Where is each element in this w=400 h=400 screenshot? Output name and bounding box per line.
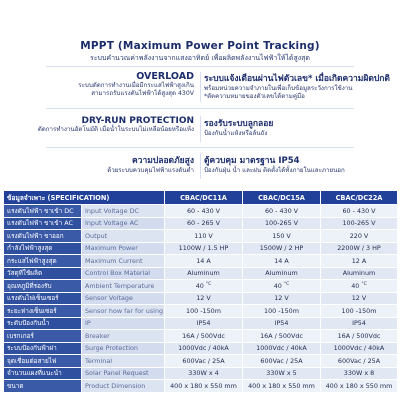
spec-value: 1000Vdc / 40kA — [243, 342, 321, 355]
spec-value: 1500W / 2 HP — [243, 242, 321, 255]
spec-value: 12 V — [165, 292, 243, 305]
spec-value: 1100W / 1.5 HP — [165, 242, 243, 255]
spec-thai-label: แรงดันไฟฟ้า ขาเข้า DC — [4, 205, 82, 218]
spec-value: 1000Vdc / 40kA — [165, 342, 243, 355]
spec-value: 100 -150m — [243, 305, 321, 318]
feature-title: DRY-RUN PROTECTION — [81, 116, 194, 126]
spec-value: 16A / 500Vdc — [321, 330, 398, 343]
temperature-value: 40 — [273, 281, 282, 290]
spec-value: 2200W / 3 HP — [321, 242, 398, 255]
spec-value: 60 - 430 V — [165, 205, 243, 218]
feature-title: ระบบแจ้งเตือนผ่านไฟตัวเลข* เมื่อเกิดความผิดปกติ — [204, 74, 390, 84]
table-row — [4, 230, 398, 243]
feature-line: พร้อมหน่วยความจำภายในเพื่อเก็บข้อมูลระวังการใช้งาน — [204, 85, 353, 92]
feature-line: ด้วยระบบควบคุมไฟฟ้าแรงดันต่ำ — [107, 167, 194, 174]
spec-value: 100 -150m — [321, 305, 398, 318]
feature-title: ตู้ควบคุม มาตรฐาน IP54 — [204, 156, 300, 166]
table-row — [4, 242, 398, 255]
spec-english-label: Breaker — [82, 330, 165, 343]
spec-thai-label: ระยะห่างเซ็นเซอร์ — [4, 305, 82, 318]
spec-value: 150 V — [243, 230, 321, 243]
divider — [200, 72, 201, 102]
spec-value: 60 - 430 V — [243, 205, 321, 218]
spec-thai-label: จำนวนแผงที่แนะนำ — [4, 367, 82, 380]
spec-value: 60 - 430 V — [321, 205, 398, 218]
spec-value: 16A / 500Vdc — [165, 330, 243, 343]
spec-value: 12 V — [321, 292, 398, 305]
spec-value: 600Vac / 25A — [165, 355, 243, 368]
spec-thai-label: กระแสไฟฟ้าสูงสุด — [4, 255, 82, 268]
feature-title: รองรับระบบลูกลอย — [204, 119, 274, 129]
spec-value: 1000Vdc / 40kA — [321, 342, 398, 355]
spec-thai-label: แรงดันไฟฟ้า ขาออก — [4, 230, 82, 243]
spec-english-label: Control Box Material — [82, 267, 165, 280]
spec-value: 12 A — [321, 255, 398, 268]
feature-overload — [78, 71, 194, 98]
feature-alert — [204, 71, 390, 101]
spec-value: 400 x 180 x 550 mm — [165, 380, 243, 393]
spec-header-model: CBAC/DC15A — [243, 191, 321, 205]
temperature-unit: °C — [361, 281, 367, 287]
feature-title: ความปลอดภัยสูง — [132, 156, 194, 166]
spec-value: 100-265 V — [321, 217, 398, 230]
temperature-value: 40 — [351, 281, 360, 290]
feature-dry-run — [38, 116, 194, 134]
spec-value — [321, 280, 398, 293]
spec-value: 600Vac / 25A — [243, 355, 321, 368]
spec-english-label: Terminal — [82, 355, 165, 368]
spec-english-label: IP — [82, 317, 165, 330]
temperature-unit: °C — [205, 281, 212, 287]
table-row — [4, 280, 398, 293]
spec-thai-label: อุณหภูมิที่รองรับ — [4, 280, 82, 293]
spec-thai-label: จุดเชื่อมต่อสายไฟ — [4, 355, 82, 368]
divider — [200, 153, 201, 179]
feature-line: ป้องกันน้ำแห้งหรือล้นถัง — [204, 130, 268, 137]
mppt-description: ระบบคำนวณค่าพลังงานจากแสงอาทิตย์ เพื่อผลิตพลังงานไฟฟ้าให้ได้สูงสุด — [90, 54, 310, 62]
spec-thai-label: กำลังไฟฟ้าสูงสุด — [4, 242, 82, 255]
divider — [46, 66, 354, 67]
spec-english-label: Sensor Voltage — [82, 292, 165, 305]
spec-value: 12 V — [243, 292, 321, 305]
temperature-unit: °C — [283, 281, 290, 287]
spec-value: Aluminum — [321, 267, 398, 280]
spec-english-label: Maximum Power — [82, 242, 165, 255]
table-row — [4, 217, 398, 230]
feature-line: ป้องกันฝุ่น น้ำ และฝน ติดตั้งได้ทั้งภายในและภายนอก — [204, 167, 345, 174]
divider — [200, 116, 201, 142]
spec-value: 110 V — [165, 230, 243, 243]
spec-header-row — [4, 191, 398, 205]
spec-value: 220 V — [321, 230, 398, 243]
spec-english-label: Product Dimension — [82, 380, 165, 393]
spec-thai-label: ระดับป้องกันน้ำ — [4, 317, 82, 330]
spec-value: 100-265 V — [243, 217, 321, 230]
spec-value: 600Vac / 25A — [321, 355, 398, 368]
spec-value — [243, 280, 321, 293]
spec-english-label: Input Voltage AC — [82, 217, 165, 230]
spec-thai-label: ขนาด — [4, 380, 82, 393]
spec-english-label: Solar Panel Request — [82, 367, 165, 380]
spec-english-label: Surge Protection — [82, 342, 165, 355]
table-row — [4, 255, 398, 268]
spec-value: 330W x 5 — [243, 367, 321, 380]
spec-value: IP54 — [321, 317, 398, 330]
spec-value: 14 A — [165, 255, 243, 268]
table-row — [4, 305, 398, 318]
feature-line: สามารถรับแรงดันไฟฟ้าได้สูงสุด 430V — [91, 90, 194, 97]
table-row — [4, 267, 398, 280]
spec-table — [3, 190, 398, 393]
feature-line: *ตัดความหมายของตัวเลขได้ตามคู่มือ — [204, 93, 305, 100]
spec-value: 100 -150m — [165, 305, 243, 318]
spec-header-model: CBAC/DC11A — [165, 191, 243, 205]
spec-value: 14 A — [243, 255, 321, 268]
spec-english-label: Sensor how far for using — [82, 305, 165, 318]
spec-value: IP54 — [243, 317, 321, 330]
table-row — [4, 205, 398, 218]
table-row — [4, 330, 398, 343]
table-row — [4, 380, 398, 393]
spec-header-name: ข้อมูลจำเพาะ (SPECIFICATION) — [4, 191, 165, 205]
feature-line: ระบบตัดการทำงานเมื่อมีกระแสไฟฟ้าสูงเกิน — [78, 82, 194, 89]
spec-english-label: Input Voltage DC — [82, 205, 165, 218]
feature-title: OVERLOAD — [136, 71, 194, 82]
spec-value: 330W x 4 — [165, 367, 243, 380]
spec-header-model: CBAC/DC22A — [321, 191, 398, 205]
feature-float-switch — [204, 116, 273, 138]
spec-english-label: Maximum Current — [82, 255, 165, 268]
mppt-title: MPPT (Maximum Power Point Tracking) — [80, 40, 320, 52]
spec-thai-label: วัสดุที่ใช้ผลิต — [4, 267, 82, 280]
divider — [46, 147, 354, 148]
table-row — [4, 355, 398, 368]
divider — [46, 108, 354, 109]
spec-value: 330W x 8 — [321, 367, 398, 380]
spec-body — [4, 205, 398, 393]
feature-ip54 — [204, 153, 345, 175]
feature-safety — [107, 153, 194, 175]
table-row — [4, 317, 398, 330]
spec-value: 400 x 180 x 550 mm — [321, 380, 398, 393]
spec-value: 16A / 500Vdc — [243, 330, 321, 343]
table-row — [4, 367, 398, 380]
spec-thai-label: แรงดันไฟฟ้า ขาเข้า AC — [4, 217, 82, 230]
feature-line: ตัดการทำงานอัตโนมัติ เมื่อน้ำในระบบไม่เหลือน้อยหรือแห้ง — [37, 126, 194, 133]
spec-value — [165, 280, 243, 293]
spec-value: 400 x 180 x 550 mm — [243, 380, 321, 393]
table-row — [4, 342, 398, 355]
spec-value: IP54 — [165, 317, 243, 330]
spec-thai-label: ระบบป้องกันฟ้าผ่า — [4, 342, 82, 355]
spec-thai-label: แรงดันไฟเซ็นเซอร์ — [4, 292, 82, 305]
spec-value: Aluminum — [243, 267, 321, 280]
spec-english-label: Output — [82, 230, 165, 243]
temperature-value: 40 — [195, 281, 204, 290]
spec-value: 60 - 265 V — [165, 217, 243, 230]
table-row — [4, 292, 398, 305]
spec-thai-label: เบรกเกอร์ — [4, 330, 82, 343]
spec-english-label: Ambient Temperature — [82, 280, 165, 293]
spec-value: Aluminum — [165, 267, 243, 280]
